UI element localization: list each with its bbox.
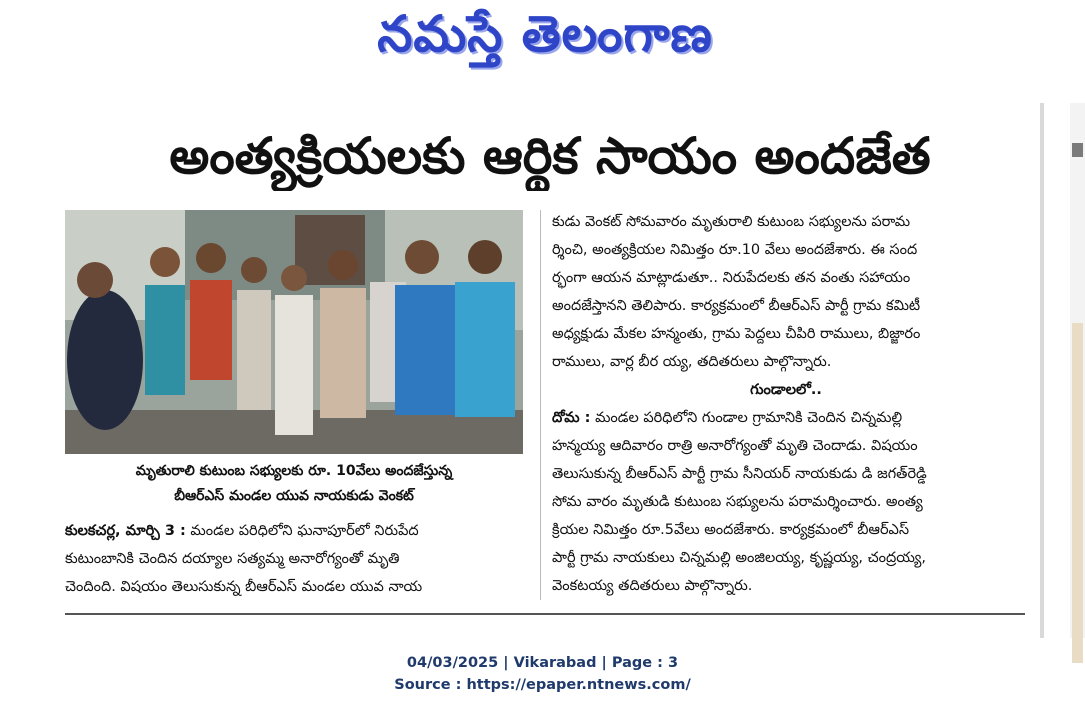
footer-source: Source : https://epaper.ntnews.com/ xyxy=(394,677,691,693)
body-line: వెంకటయ్య తదితరులు పాల్గొన్నారు. xyxy=(552,578,753,594)
article-left-column xyxy=(65,517,527,601)
clipping-edge xyxy=(1040,103,1044,638)
body-text: మండల పరిధిలోని గుండాల గ్రామానికి చెందిన చిన్నమల్లి xyxy=(595,410,903,426)
section-subhead: గుండాలలో.. xyxy=(750,382,822,398)
bottom-rule xyxy=(65,613,1025,615)
body-line: అధ్యక్షుడు మేకల హన్మంతు, గ్రామ పెద్దలు చీపిరి రాములు, బిజ్జారం xyxy=(552,326,921,342)
body-line: హన్మయ్య ఆదివారం రాత్రి అనారోగ్యంతో మృతి చెందాడు. విషయం xyxy=(552,438,918,454)
body-text: మండల పరిధిలోని ఘనాపూర్‌లో నిరుపేద xyxy=(190,523,419,539)
newspaper-masthead: నమస్తే తెలంగాణ xyxy=(377,4,713,63)
body-line xyxy=(552,404,1020,432)
page-footer xyxy=(0,652,1085,696)
article-right-column xyxy=(552,208,1020,600)
adjacent-page-strip xyxy=(1070,103,1085,638)
dateline: దోమ : xyxy=(552,410,591,426)
caption-line: మృతురాలి కుటుంబ సభ్యులకు రూ. 10వేలు అందజేస్తున్న xyxy=(135,463,453,479)
footer-date-edition: 04/03/2025 | Vikarabad | Page : 3 xyxy=(406,655,679,671)
body-line: ర్శించి, అంత్యక్రియల నిమిత్తం రూ.10 వేలు అందజేశారు. ఈ సంద xyxy=(552,242,918,258)
strip-image xyxy=(1072,323,1083,663)
caption-line: బీఆర్‌ఎస్ మండల యువ నాయకుడు వెంకట్ xyxy=(174,488,414,504)
body-line: క్రియల నిమిత్తం రూ.5వేలు అందజేశారు. కార్యక్రమంలో బీఆర్‌ఎస్ xyxy=(552,522,910,538)
strip-mark xyxy=(1072,143,1083,157)
article-photo xyxy=(65,210,523,454)
body-line: కుటుంబానికి చెందిన దయ్యాల సత్యమ్మ అనారోగ్యంతో మృతి xyxy=(65,551,400,567)
body-line: తెలుసుకున్న బీఆర్‌ఎస్ పార్టీ గ్రామ సీనియర్ నాయకుడు డి జగత్‌రెడ్డి xyxy=(552,466,927,482)
news-clipping xyxy=(60,103,1040,638)
body-line: అందజేస్తానని తెలిపారు. కార్యక్రమంలో బీఆర్‌ఎస్ పార్టీ గ్రామ కమిటీ xyxy=(552,298,921,314)
column-divider xyxy=(540,210,541,600)
body-line xyxy=(65,517,527,545)
body-line: ర్భంగా ఆయన మాట్లాడుతూ.. నిరుపేదలకు తన వంతు సహాయం xyxy=(552,270,911,286)
body-line: పార్టీ గ్రామ నాయకులు చిన్నమల్లి అంజిలయ్య, కృష్ణయ్య, చంద్రయ్య, xyxy=(552,550,926,566)
dateline: కులకచర్ల, మార్చి 3 : xyxy=(65,523,186,539)
body-line: రాములు, వార్ల బీర య్య, తదితరులు పాల్గొన్నారు. xyxy=(552,354,832,370)
body-line: సోమ వారం మృతుడి కుటుంబ సభ్యులను పరామర్శించారు. అంత్య xyxy=(552,494,923,510)
body-line: చెందింది. విషయం తెలుసుకున్న బీఆర్‌ఎస్ మండల యువ నాయ xyxy=(65,579,423,595)
body-line: కుడు వెంకట్ సోమవారం మృతురాలి కుటుంబ సభ్యులను పరామ xyxy=(552,214,911,230)
photo-caption xyxy=(65,455,523,513)
article-headline: అంత్యక్రియలకు ఆర్థిక సాయం అందజేత xyxy=(169,127,931,185)
